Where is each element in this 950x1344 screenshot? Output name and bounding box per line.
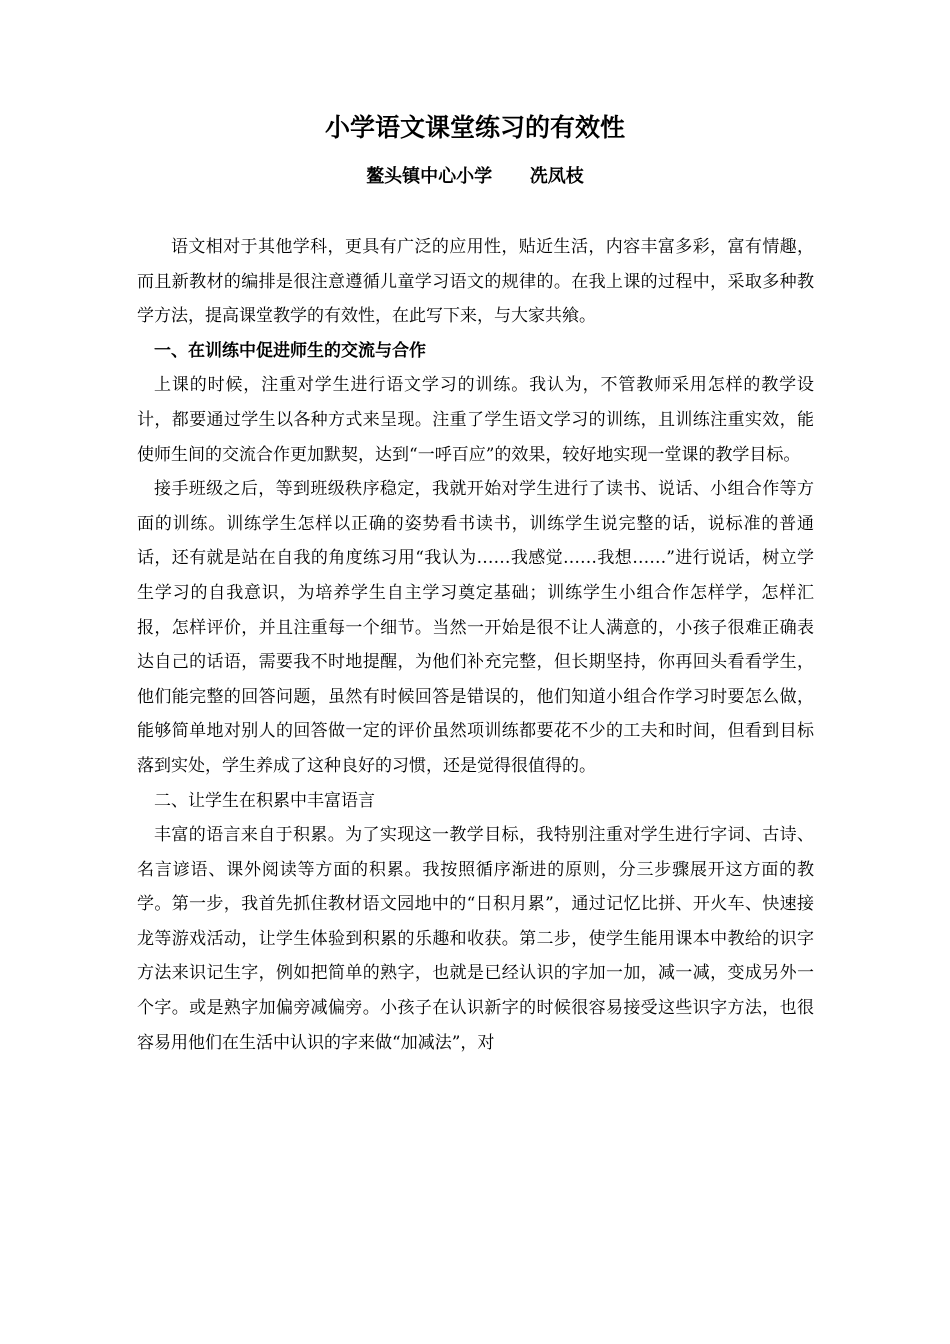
section1-paragraph-1: 上课的时候，注重对学生进行语文学习的训练。我认为，不管教师采用怎样的教学设计，都要通过学生以各种方式来呈现。注重了学生语文学习的训练，且训练注重实效，能使师生间的交流合作更加默契，达到“一呼百应”的效果，较好地实现一堂课的教学目标。 xyxy=(137,375,814,465)
section-heading-1: 一、在训练中促进师生的交流与合作 xyxy=(154,340,426,361)
section-heading-2: 二、让学生在积累中丰富语言 xyxy=(154,790,375,811)
section2-paragraph-1: 丰富的语言来自于积累。为了实现这一教学目标，我特别注重对学生进行字词、古诗、名言谚语、课外阅读等方面的积累。我按照循序渐进的原则，分三步骤展开这方面的教学。第一步，我首先抓住教材语文园地中的“日积月累”，通过记忆比拼、开火车、快速接龙等游戏活动，让学生体验到积累的乐趣和收获。第二步，使学生能用课本中教给的识字方法来识记生字，例如把简单的熟字，也就是已经认识的字加一加，减一减，变成另外一个字。或是熟字加偏旁减偏旁。小孩子在认识新字的时候很容易接受这些识字方法，也很容易用他们在生活中认识的字来做“加减法”，对 xyxy=(137,825,814,1053)
page-title: 小学语文课堂练习的有效性 xyxy=(324,113,625,142)
section1-paragraph-2: 接手班级之后，等到班级秩序稳定，我就开始对学生进行了读书、说话、小组合作等方面的训练。训练学生怎样以正确的姿势看书读书，训练学生说完整的话，说标准的普通话，还有就是站在自我的角度练习用“我认为……我感觉……我想……”进行说话，树立学生学习的自我意识，为培养学生自主学习奠定基础；训练学生小组合作怎样学，怎样汇报，怎样评价，并且注重每一个细节。当然一开始是很不让人满意的，小孩子很难正确表达自己的话语，需要我不时地提醒，为他们补充完整，但长期坚持，你再回头看看学生，他们能完整的回答问题，虽然有时候回答是错误的，他们知道小组合作学习时要怎么做，能够简单地对别人的回答做一定的评价虽然项训练都要花不少的工夫和时间，但看到目标落到实处，学生养成了这种良好的习惯，还是觉得很值得的。 xyxy=(137,479,814,776)
document-body xyxy=(137,230,814,1060)
intro-paragraph: 语文相对于其他学科，更具有广泛的应用性，贴近生活，内容丰富多彩，富有情趣，而且新教材的编排是很注意遵循儿童学习语文的规律的。在我上课的过程中，采取多种教学方法，提高课堂教学的有效性，在此写下来，与大家共飨。 xyxy=(137,237,814,327)
author-byline: 鳌头镇中心小学 冼凤枝 xyxy=(366,166,584,187)
